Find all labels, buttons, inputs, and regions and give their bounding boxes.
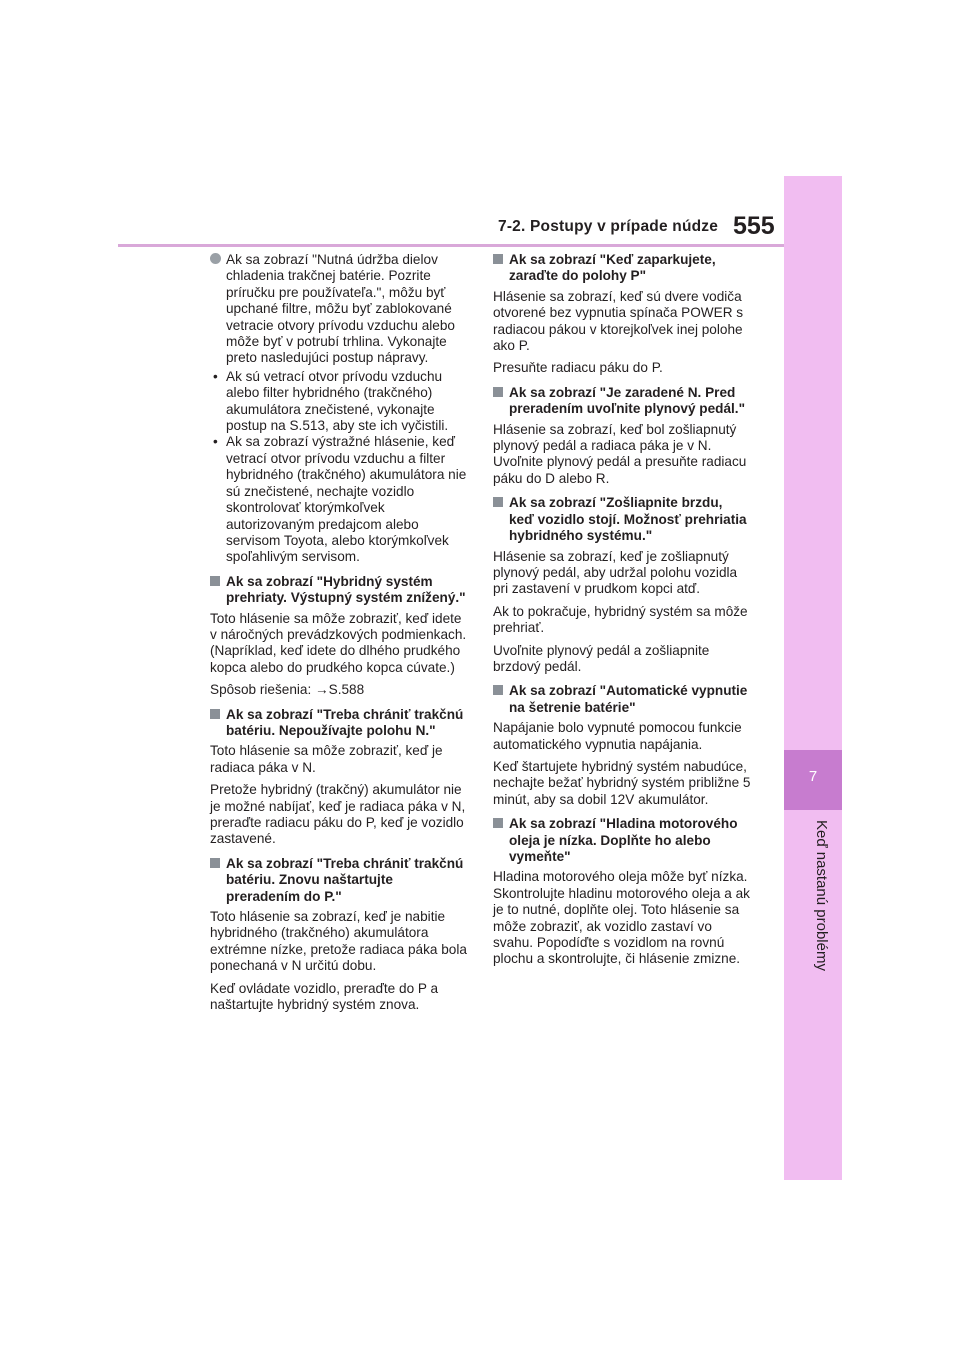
square-bullet-icon xyxy=(493,254,503,264)
chapter-label: Keď nastanú problémy xyxy=(813,820,830,971)
header-rule xyxy=(118,244,784,247)
paragraph: Uvoľnite plynový pedál a zošliapnite brzdový pedál. xyxy=(493,642,710,674)
note-item xyxy=(210,252,468,367)
square-bullet-icon xyxy=(210,576,220,586)
paragraph: Hlásenie sa zobrazí, keď sú dvere vodiča otvorené bez vypnutia spínača POWER s radiacou pákou v ktorejkoľvek inej polohe ako P. xyxy=(493,288,744,354)
section-heading xyxy=(210,856,468,905)
bullet-item: • Ak sa zobrazí výstražné hlásenie, keď vetrací otvor prívodu vzduchu a filter hybridného (trakčného) akumulátora nie sú znečistené, nechajte vozidlo skontrolovať ktorýmkoľvek autorizovaným predajcom alebo servisom Toyota, alebo ktorýmkoľvek spoľahlivým servisom. xyxy=(213,434,467,565)
section-heading xyxy=(493,495,751,544)
bullet-text: Ak sú vetrací otvor prívodu vzduchu alebo filter hybridného (trakčného) akumulátora znečistené, vykonajte postup na S.513, aby ste ich vyčistili. xyxy=(226,368,449,434)
bullet-item: • Ak sú vetrací otvor prívodu vzduchu alebo filter hybridného (trakčného) akumulátora znečistené, vykonajte postup na S.513, aby ste ich vyčistili. xyxy=(213,368,449,434)
square-bullet-icon xyxy=(493,497,503,507)
chapter-side-tab xyxy=(784,176,842,1180)
paragraph: Hlásenie sa zobrazí, keď je zošliapnutý plynový pedál, aby udržal polohu vozidla pri zastavení v prudkom kopci atď. xyxy=(493,548,738,597)
paragraph: Toto hlásenie sa môže zobraziť, keď je radiaca páka v N. xyxy=(210,743,443,775)
section-heading xyxy=(493,683,751,716)
heading-text: Ak sa zobrazí "Keď zaparkujete, zaraďte do polohy P" xyxy=(509,252,716,284)
paragraph: Hladina motorového oleja môže byť nízka. Skontrolujte hladinu motorového oleja a ak je to nutné, doplňte olej. Toto hlásenie sa môže zobraziť, ak vozidlo zastaví vo svahu. Popodíďte s vozidlom na rovnú plochu a skontrolujte, či hlásenie zmizne. xyxy=(493,869,750,967)
square-bullet-icon xyxy=(210,858,220,868)
paragraph: Pretože hybridný (trakčný) akumulátor nie je možné nabíjať, keď je radiaca páka v N, preraďte radiacu páku do P, keď je vozidlo zastavené. xyxy=(210,782,466,847)
square-bullet-icon xyxy=(493,818,503,828)
heading-text: Ak sa zobrazí "Zošliapnite brzdu, keď vozidlo stojí. Možnosť prehriatia hybridného systému." xyxy=(509,495,747,544)
circle-bullet-icon xyxy=(210,253,221,264)
square-bullet-icon xyxy=(493,387,503,397)
paragraph: Keď ovládate vozidlo, preraďte do P a naštartujte hybridný systém znova. xyxy=(210,980,439,1013)
paragraph: Ak to pokračuje, hybridný systém sa môže prehriať. xyxy=(493,603,748,636)
right-column xyxy=(493,252,751,974)
page-number: 555 xyxy=(733,212,775,240)
heading-text: Ak sa zobrazí "Je zaradené N. Pred preradením uvoľnite plynový pedál." xyxy=(509,384,746,417)
section-heading xyxy=(210,574,468,607)
paragraph: Spôsob riešenia: →S.588 xyxy=(210,682,365,698)
section-title: 7-2. Postupy v prípade núdze xyxy=(498,218,719,235)
square-bullet-icon xyxy=(210,709,220,719)
heading-text: Ak sa zobrazí "Treba chrániť trakčnú batériu. Znovu naštartujte preradením do P." xyxy=(226,855,464,904)
paragraph: Hlásenie sa zobrazí, keď bol zošliapnutý plynový pedál a radiaca páka je v N. Uvoľnite plynový pedál a presuňte radiacu páku do D alebo R. xyxy=(493,421,747,486)
heading-text: Ak sa zobrazí "Hladina motorového oleja je nízka. Doplňte ho alebo vymeňte" xyxy=(509,816,738,864)
section-heading xyxy=(493,816,751,865)
paragraph: Presuňte radiacu páku do P. xyxy=(493,360,663,376)
paragraph: Keď štartujete hybridný systém nabudúce, nechajte bežať hybridný systém približne 5 minút, aby sa dobil 12V akumulátor. xyxy=(493,758,751,807)
note-intro: Ak sa zobrazí "Nutná údržba dielov chladenia trakčnej batérie. Pozrite príručku pre používateľa.", môžu byť upchané filtre, môžu byť zablokované vetracie otvory prívodu vzduchu alebo môže byť v potrubí trhlina. Vykonajte preto nasledujúci postup nápravy. xyxy=(226,252,455,366)
section-heading xyxy=(493,252,751,285)
heading-text: Ak sa zobrazí "Automatické vypnutie na šetrenie batérie" xyxy=(509,683,748,715)
square-bullet-icon xyxy=(493,685,503,695)
heading-text: Ak sa zobrazí "Hybridný systém prehriaty. Výstupný systém znížený." xyxy=(226,573,466,606)
bullet-text: Ak sa zobrazí výstražné hlásenie, keď vetrací otvor prívodu vzduchu a filter hybridného (trakčného) akumulátora nie sú znečistené, nechajte vozidlo skontrolovať ktorýmkoľvek autorizovaným predajcom alebo servisom Toyota, alebo ktorýmkoľvek spoľahlivým servisom. xyxy=(226,434,467,565)
section-heading xyxy=(210,707,468,740)
heading-text: Ak sa zobrazí "Treba chrániť trakčnú batériu. Nepoužívajte polohu N." xyxy=(226,706,464,738)
section-heading xyxy=(493,385,751,418)
left-column xyxy=(210,252,468,1019)
paragraph: Napájanie bolo vypnuté pomocou funkcie automatického vypnutia napájania. xyxy=(493,720,742,752)
paragraph: Toto hlásenie sa môže zobraziť, keď idete v náročných prevádzkových podmienkach. (Napríklad, keď idete do dlhého prudkého kopca alebo do prudkého kopca cúvate.) xyxy=(210,610,467,675)
paragraph: Toto hlásenie sa zobrazí, keď je nabitie hybridného (trakčného) akumulátora extrémne nízke, pretože radiaca páka bola ponechaná v N určitú dobu. xyxy=(210,909,467,974)
chapter-number: 7 xyxy=(808,768,818,785)
